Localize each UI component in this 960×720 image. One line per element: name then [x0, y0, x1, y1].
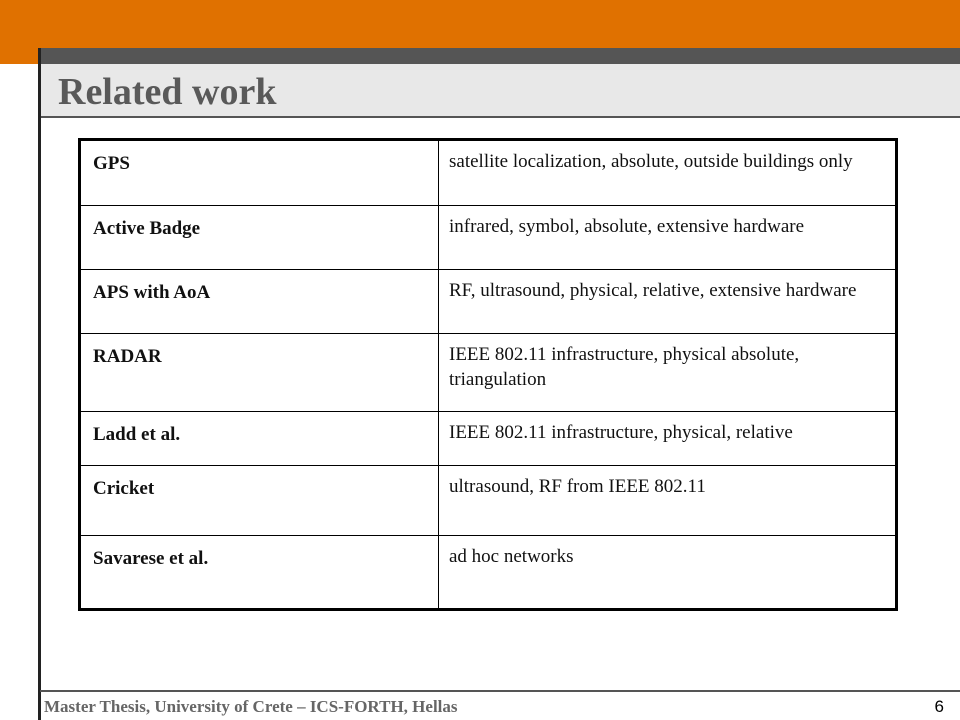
title-divider — [40, 116, 960, 118]
table-row — [80, 536, 897, 610]
system-description: ad hoc networks — [439, 536, 897, 610]
system-name: Cricket — [80, 466, 439, 536]
system-description: satellite localization, absolute, outside buildings only — [439, 140, 897, 206]
system-name: APS with AoA — [80, 270, 439, 334]
system-name: Ladd et al. — [80, 412, 439, 466]
system-name: RADAR — [80, 334, 439, 412]
left-border-line — [38, 48, 41, 720]
system-description: IEEE 802.11 infrastructure, physical absolute, triangulation — [439, 334, 897, 412]
page-number: 6 — [934, 697, 944, 716]
table-row — [80, 270, 897, 334]
header-gray-bar — [40, 48, 960, 64]
table-row — [80, 140, 897, 206]
table-row — [80, 206, 897, 270]
system-description: RF, ultrasound, physical, relative, extensive hardware — [439, 270, 897, 334]
system-name: Savarese et al. — [80, 536, 439, 610]
footer-text: Master Thesis, University of Crete – ICS-FORTH, Hellas — [44, 697, 458, 716]
system-description: ultrasound, RF from IEEE 802.11 — [439, 466, 897, 536]
system-name: Active Badge — [80, 206, 439, 270]
slide-title: Related work — [58, 71, 277, 113]
table-row — [80, 466, 897, 536]
system-description: IEEE 802.11 infrastructure, physical, relative — [439, 412, 897, 466]
system-description: infrared, symbol, absolute, extensive hardware — [439, 206, 897, 270]
system-name: GPS — [80, 140, 439, 206]
table-row — [80, 334, 897, 412]
footer-divider — [40, 690, 960, 692]
related-work-table — [78, 138, 898, 611]
table-row — [80, 412, 897, 466]
